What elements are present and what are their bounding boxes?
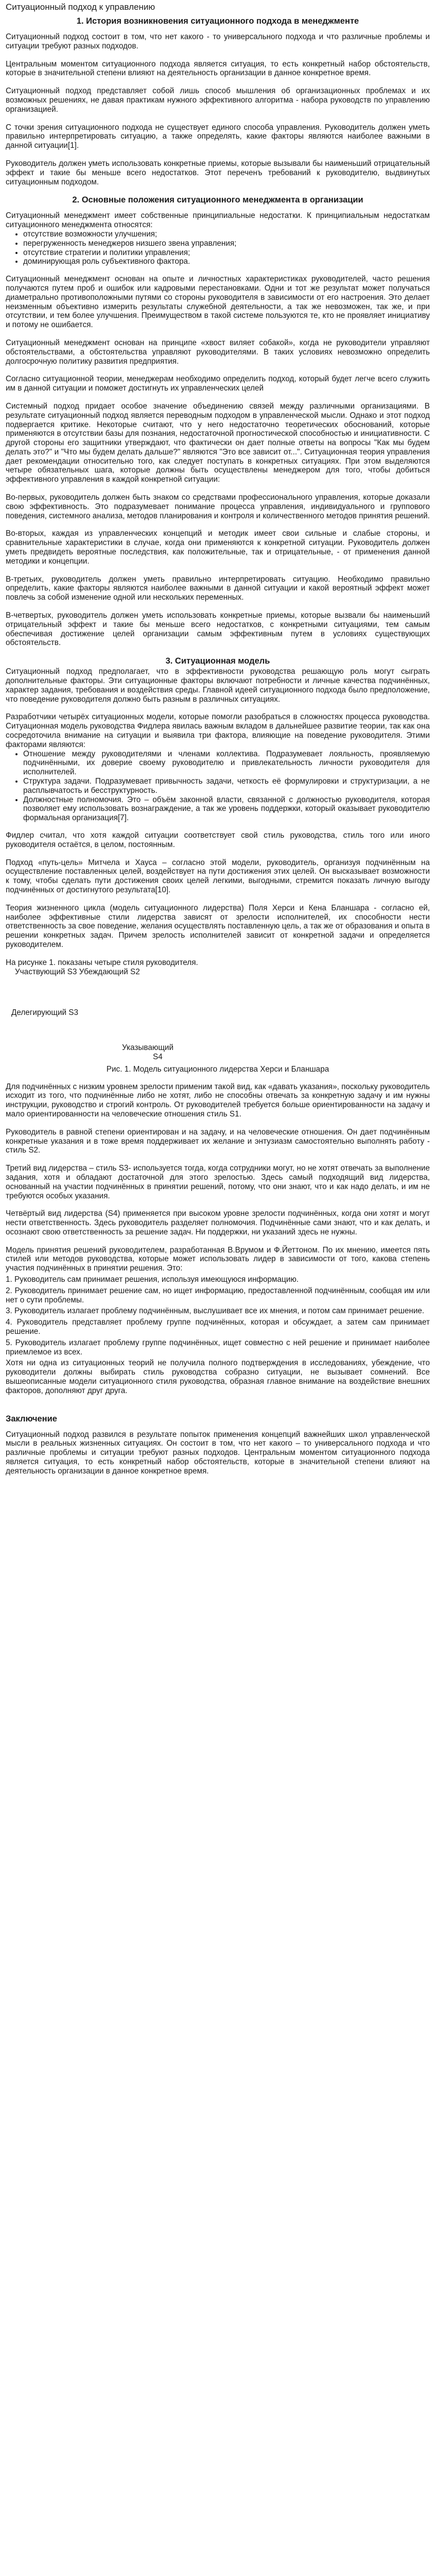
conclusion-text: Ситуационный подход развился в результате попыток применения концепций важнейших школ управленческой мысли в реальных жизненных ситуациях. Он состоит в том, что нет какого – то универсального подхода и что различные проблемы и ситуации требуют разных подходов. Центральным моментом ситуационного подхода является ситуация, то есть конкретный набор обстоятельств, которые в значительной степени влияют на деятельность организации в данное конкретное время. — [6, 1430, 430, 1476]
section-3-bullet-list — [6, 750, 430, 823]
figure-label-directing-code: S4 — [153, 1052, 163, 1061]
list-item: • Структура задачи. Подразумевает привычность задачи, четкость её формулировки и структуризации, а не расплывчатость и бесструктурность. — [23, 777, 430, 795]
section-1-paragraph: Ситуационный подход представляет собой лишь способ мышления об организационных проблемах и их возможных решениях, не давая практикам нужного эффективного алгоритма - набора руководств по управлению организацией. — [6, 87, 430, 114]
section-3-paragraph: Теория жизненного цикла (модель ситуационного лидерства) Поля Херси и Кена Бланшара - согласно ей, наиболее эффективные стили лидерства зависят от зрелости исполнителей, их способности нести ответственность за свое поведение, желания осуществлять поставленную цель, а так же от образования и опыта в решении конкретных задач. Причем зрелость исполнителей зависит от конкретной задачи и определяется руководителем. — [6, 903, 430, 949]
section-3-paragraph: Третий вид лидерства – стиль S3- используется тогда, когда сотрудники могут, но не хотят отвечать за выполнение задания, хотя и обладают достаточной для этого зрелостью. Здесь самый подходящий вид лидерства, основанный на участии подчинённых в принятии решений, потому, что они знают, что и как надо делать, и им не требуются особых указания. — [6, 1164, 430, 1200]
section-3-heading: 3. Ситуационная модель — [165, 656, 270, 666]
section-2-paragraph: В-третьих, руководитель должен уметь правильно интерпретировать ситуацию. Необходимо правильно определить, какие факторы являются наиболее важными в данной ситуации и какой вероятный эффект может повлечь за собой изменение одной или нескольких переменных. — [6, 574, 430, 602]
section-3-paragraph: На рисунке 1. показаны четыре стиля руководителя. — [6, 958, 198, 967]
figure-label-delegating: Делегирующий S3 — [11, 1008, 79, 1018]
numbered-item: 2. Руководитель принимает решение сам, но ищет информацию, предоставленной подчинённым, сообщая им или нет о сути проблемы. — [6, 1286, 430, 1304]
section-3-paragraph: Для подчинённых с низким уровнем зрелости применим такой вид, как «давать указания», поскольку руководитель исходит из того, что подчинённые либо не хотят, либо не способны отвечать за конкретную задачу и им нужны инструкции, руководство и строгий контроль. От руководителей требуется больше ориентированности на задачу и мало ориентированности на человеческие отношения стиль S1. — [6, 1082, 430, 1118]
section-2-paragraph: Согласно ситуационной теории, менеджерам необходимо определить подход, который будет легче всего служить им в данной ситуации и поможет достигнуть их управленческих целей — [6, 375, 430, 393]
section-1-paragraph: Руководитель должен уметь использовать конкретные приемы, которые вызывали бы наименьший отрицательный эффект и такие бы меньше всего недостатков. Этот переченъ требований к руководителю, выдвинутых ситуационным подходом. — [6, 159, 430, 187]
section-2-paragraph: В-четвертых, руководитель должен уметь использовать конкретные приемы, которые вызвали бы наименьший отрицательный эффект и такие бы меньше всего недостатков, с конкретными ситуациями, тем самым обеспечивая достижение целей организации самым эффективным путем в условиях существующих обстоятельств. — [6, 611, 430, 648]
section-2-paragraph: Системный подход придает особое значение объединению связей между различными организациями. В результате ситуационный подход является переводным подходом в управленческой мысли. Однако и этот подход подвергается критике. Некоторые считают, что у него недостаточно теоретических обоснований, которые применяются в отсутствии базы для познания, недостаточной прогностической способностью и инициативности. С другой стороны его защитники утверждают, что фактически он дает полные ответы на вопросы "Как мы будем делать это?" и "Что мы будем делать дальше?" являются "Это все зависит от...". Ситуационная теория управления дает рекомендации относительно того, как следует поступать в конкретных ситуациях. При этом выделяются четыре обязательных шага, которые должны быть осуществлены менеджером для того, чтобы добиться эффективного управления в каждой конкретной ситуации: — [6, 401, 430, 484]
document-title: Ситуационный подход к управлению — [6, 2, 155, 12]
figure-label-top: Участвующий S3 Убеждающий S2 — [15, 967, 140, 976]
section-3-paragraph: Модель принятия решений руководителем, разработанная В.Врумом и Ф.Йеттоном. По их мнению, имеется пять стилей или методов руководства, которые может использовать лидер в зависимости от того, какова степень участия подчинённых в принятии решения. Это: — [6, 1245, 430, 1273]
list-item: • доминирующая роль субъективного фактора. — [23, 257, 430, 266]
section-3-paragraph: Разработчики четырёх ситуационных модели, которые помогли разобраться в сложностях процесса руководства. Ситуационная модель руководства Фидлера явилась важным вкладом в дальнейшее развитие теории, так как она сосредоточила внимание на ситуации и выявила три фактора, влияющие на поведение руководителя. Этими факторами являются: — [6, 713, 430, 749]
numbered-item: 3. Руководитель излагает проблему подчинённым, выслушивает все их мнения, и потом сам принимает решение. — [6, 1307, 425, 1316]
section-3-paragraph: Четвёртый вид лидерства (S4) применяется при высоком уровне зрелости подчинённых, когда они хотят и могут нести ответственность. Здесь руководитель разделяет полномочия. Подчинённые сами знают, что и как делать, и осознают свою ответственность за решение задач. Ни поддержки, ни указаний здесь не нужны. — [6, 1209, 430, 1236]
section-3-paragraph: Ситуационный подход предполагает, что в эффективности руководства решающую роль могут сыграть дополнительные факторы. Эти ситуационные факторы включают потребности и личные качества подчинённых, характер задания, требования и воздействия среды. Главной идеей ситуационного подхода было предположение, что поведение руководителя должно быть разным в различных ситуациях. — [6, 667, 430, 704]
section-3-paragraph: Руководитель в равной степени ориентирован и на задачу, и на человеческие отношения. Он дает подчинённым конкретные указания и в тоже время поддерживает их желание и энтузиазм самостоятельно выполнять работу - стиль S2. — [6, 1127, 430, 1155]
section-2-bullet-list — [6, 230, 430, 266]
section-1-heading: 1. История возникновения ситуационного подхода в менеджменте — [76, 16, 359, 26]
list-item: • отсутствие возможности улучшения; — [23, 230, 430, 239]
section-2-paragraph: Во-первых, руководитель должен быть знаком со средствами профессионального управления, которые доказали свою эффективность. Это подразумевает понимание процесса управления, индивидуального и группового поведения, системного анализа, методов планирования и контроля и количественного методов принятия решений. — [6, 493, 430, 520]
list-item: • отсутствие стратегии и политики управления; — [23, 248, 430, 258]
section-2-paragraph: Во-вторых, каждая из управленческих концепций и методик имеет свои сильные и слабые стороны, и сравнительные характеристики в случае, когда они применяются к конкретной ситуации. Руководитель должен уметь предвидеть вероятные последствия, как положительные, так и отрицательные, - от применения данной методики и концепции. — [6, 529, 430, 566]
figure-label-directing: Указывающий — [122, 1043, 174, 1053]
section-2-intro: Ситуационный менеджмент имеет собственные принципиальные недостатки. К принципиальным недостаткам ситуационного менеджмента относятся: — [6, 211, 430, 230]
section-2-paragraph: Ситуационный менеджмент основан на принципе «хвост виляет собакой», когда не руководители управляют обстоятельствами, а обстоятельства управляют руководителями. В таких условиях невозможно определить долгосрочную политику развития предприятия. — [6, 338, 430, 366]
list-item: • перегруженность менеджеров низшего звена управления; — [23, 239, 430, 248]
section-3-paragraph: Подход «путь-цель» Митчела и Хауса – согласно этой модели, руководитель, организуя подчинённым на осуществление поставленных целей, воздействует на пути достижения этих целей. Он высказывает возможности к тому, чтобы сделать пути достижения своих целей легкими, выгодными, стремится показать личную выгоду подчинённых от достигнутого результата[10]. — [6, 858, 430, 894]
section-1-paragraph: Ситуационный подход состоит в том, что нет какого - то универсального подхода и что различные проблемы и ситуации требуют разных подходов. — [6, 32, 430, 50]
numbered-item: 5. Руководитель излагает проблему группе подчинённых, ищет совместно с ней решение и принимает наиболее приемлемое из всех. — [6, 1338, 430, 1357]
section-3-paragraph: Фидлер считал, что хотя каждой ситуации соответствует свой стиль руководства, стиль того или иного руководителя остаётся, в целом, постоянным. — [6, 831, 430, 849]
numbered-item: 4. Руководитель представляет проблему группе подчинённых, которая и обсуждает, а затем сам принимает решение. — [6, 1318, 430, 1336]
section-2-heading: 2. Основные положения ситуационного менеджмента в организации — [72, 195, 363, 205]
section-2-paragraph: Ситуационный менеджмент основан на опыте и личностных характеристиках руководителей, часто решения получаются путем проб и ошибок или кадровыми перестановками. Одни и тот же результат может получаться диаметрально противоположными путями со стороны руководителя в зависимости от его настроения. Это делает неизменным объективно измерить результаты служебной деятельности, а так же невозможен, так же, и при отсутствии, и тем более улучшения. Преимуществом в такой системе пользуются те, кто не проявляет инициативу и потому не ошибается. — [6, 275, 430, 330]
conclusion-heading: Заключение — [6, 1414, 57, 1423]
list-item: • Отношение между руководителями и членами коллектива. Подразумевает лояльность, проявляемую подчинёнными, их доверие своему руководителю и привлекательность личности руководителя для исполнителей. — [23, 750, 430, 777]
section-1-paragraph: С точки зрения ситуационного подхода не существует единого способа управления. Руководитель должен уметь правильно интерпретировать ситуацию, а также определять, какие факторы являются наиболее важными в данной ситуации[1]. — [6, 123, 430, 150]
section-1-paragraph: Центральным моментом ситуационного подхода является ситуация, то есть конкретный набор обстоятельств, которые в значительной степени влияют на деятельность организации в данное конкретное время. — [6, 59, 430, 78]
list-item: • Должностные полномочия. Это – объём законной власти, связанной с должностью руководителя, которая позволяет ему использовать вознаграждение, а так же уровень поддержки, который оказывает руководителю формальная организация[7]. — [23, 795, 430, 823]
figure-1 — [6, 968, 430, 1074]
section-3-closing: Хотя ни одна из ситуационных теорий не получила полного подтверждения в исследованиях, убеждение, что руководители должны выбирать стиль руководства собразно ситуации, не вызывает сомнений. Все вышеописанные модели ситуационного стиля руководства, образная главное внимание на воздействие внешних факторов, дополняют друг друга. — [6, 1359, 430, 1395]
figure-caption: Рис. 1. Модель ситуационного лидерства Херси и Бланшара — [106, 1064, 329, 1074]
numbered-item: 1. Руководитель сам принимает решения, используя имеющуюся информацию. — [6, 1275, 299, 1284]
